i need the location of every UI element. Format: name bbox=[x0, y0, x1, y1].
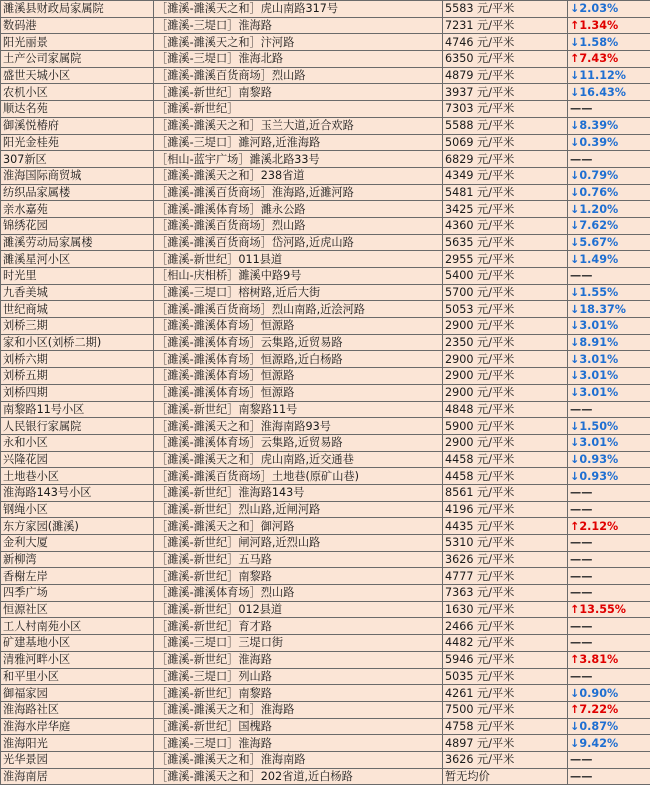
price-cell: 5310 元/平米 bbox=[443, 535, 568, 552]
community-name-cell: 工人村南苑小区 bbox=[1, 618, 154, 635]
price-cell: 3626 元/平米 bbox=[443, 751, 568, 768]
price-table-body bbox=[1, 1, 650, 785]
table-row bbox=[1, 651, 650, 668]
change-cell: —— bbox=[568, 501, 650, 518]
price-cell: 4879 元/平米 bbox=[443, 67, 568, 84]
change-cell: ↓11.12% bbox=[568, 67, 650, 84]
change-cell: —— bbox=[568, 668, 650, 685]
community-name-cell: 刘桥四期 bbox=[1, 384, 154, 401]
change-cell: ↓18.37% bbox=[568, 301, 650, 318]
price-cell: 4196 元/平米 bbox=[443, 501, 568, 518]
community-name-cell: 永和小区 bbox=[1, 434, 154, 451]
change-cell: ↓1.50% bbox=[568, 418, 650, 435]
location-cell: ［濉溪-新世纪］南黎路 bbox=[154, 568, 443, 585]
location-cell: ［濉溪-濉溪百货商场］土地巷(原矿山巷) bbox=[154, 468, 443, 485]
location-cell: ［濉溪-三堤口］三堤口街 bbox=[154, 635, 443, 652]
community-name-cell: 清雅河畔小区 bbox=[1, 651, 154, 668]
change-cell: ↓0.93% bbox=[568, 451, 650, 468]
table-row bbox=[1, 84, 650, 101]
change-cell: —— bbox=[568, 268, 650, 285]
table-row bbox=[1, 768, 650, 785]
location-cell: ［相山-蓝宇广场］濉溪北路33号 bbox=[154, 151, 443, 168]
community-name-cell: 刘桥六期 bbox=[1, 351, 154, 368]
location-cell: ［濉溪-濉溪天之和］御河路 bbox=[154, 518, 443, 535]
location-cell: ［濉溪-三堤口］列山路 bbox=[154, 668, 443, 685]
change-cell: —— bbox=[568, 484, 650, 501]
price-cell: 2900 元/平米 bbox=[443, 351, 568, 368]
location-cell: ［濉溪-新世纪］南黎路11号 bbox=[154, 401, 443, 418]
change-cell: —— bbox=[568, 551, 650, 568]
community-name-cell: 濉溪星河小区 bbox=[1, 251, 154, 268]
price-cell: 8561 元/平米 bbox=[443, 484, 568, 501]
community-name-cell: 土地巷小区 bbox=[1, 468, 154, 485]
change-cell: —— bbox=[568, 635, 650, 652]
change-cell: ↓0.93% bbox=[568, 468, 650, 485]
price-cell: 5588 元/平米 bbox=[443, 117, 568, 134]
table-row bbox=[1, 217, 650, 234]
location-cell: ［濉溪-濉溪百货商场］淮海路,近濉河路 bbox=[154, 184, 443, 201]
location-cell: ［濉溪-濉溪百货商场］烈山路 bbox=[154, 67, 443, 84]
community-name-cell: 亲水嘉苑 bbox=[1, 201, 154, 218]
price-cell: 2900 元/平米 bbox=[443, 434, 568, 451]
price-cell: 4458 元/平米 bbox=[443, 468, 568, 485]
location-cell: ［濉溪-濉溪天之和］238省道 bbox=[154, 167, 443, 184]
change-cell: ↓16.43% bbox=[568, 84, 650, 101]
change-cell: ↓5.67% bbox=[568, 234, 650, 251]
change-cell: —— bbox=[568, 101, 650, 118]
location-cell: ［濉溪-三堤口］淮海路 bbox=[154, 735, 443, 752]
location-cell: ［濉溪-三堤口］淮海路 bbox=[154, 17, 443, 34]
table-row bbox=[1, 368, 650, 385]
location-cell: ［濉溪-新世纪］南黎路 bbox=[154, 84, 443, 101]
price-cell: 2900 元/平米 bbox=[443, 384, 568, 401]
price-cell: 4261 元/平米 bbox=[443, 685, 568, 702]
table-row bbox=[1, 551, 650, 568]
table-row bbox=[1, 251, 650, 268]
table-row bbox=[1, 34, 650, 51]
price-cell: 7303 元/平米 bbox=[443, 101, 568, 118]
community-name-cell: 南黎路11号小区 bbox=[1, 401, 154, 418]
price-cell: 3626 元/平米 bbox=[443, 551, 568, 568]
price-cell: 3425 元/平米 bbox=[443, 201, 568, 218]
community-name-cell: 四季广场 bbox=[1, 585, 154, 602]
change-cell: ↑7.43% bbox=[568, 51, 650, 68]
location-cell: ［濉溪-濉溪天之和］汴河路 bbox=[154, 34, 443, 51]
price-cell: 4349 元/平米 bbox=[443, 167, 568, 184]
change-cell: ↓0.79% bbox=[568, 167, 650, 184]
price-cell: 5946 元/平米 bbox=[443, 651, 568, 668]
table-row bbox=[1, 751, 650, 768]
table-row bbox=[1, 301, 650, 318]
location-cell: ［濉溪-三堤口］濉河路,近淮海路 bbox=[154, 134, 443, 151]
table-row bbox=[1, 17, 650, 34]
community-name-cell: 御福家园 bbox=[1, 685, 154, 702]
price-cell: 4758 元/平米 bbox=[443, 718, 568, 735]
location-cell: ［濉溪-濉溪体育场］云集路,近贸易路 bbox=[154, 334, 443, 351]
location-cell: ［濉溪-新世纪］南黎路 bbox=[154, 685, 443, 702]
change-cell: —— bbox=[568, 401, 650, 418]
community-name-cell: 家和小区(刘桥二期) bbox=[1, 334, 154, 351]
community-name-cell: 钢绳小区 bbox=[1, 501, 154, 518]
location-cell: ［濉溪-濉溪天之和］淮海路 bbox=[154, 701, 443, 718]
community-name-cell: 淮海国际商贸城 bbox=[1, 167, 154, 184]
change-cell: —— bbox=[568, 768, 650, 785]
table-row bbox=[1, 685, 650, 702]
price-cell: 2350 元/平米 bbox=[443, 334, 568, 351]
table-row bbox=[1, 284, 650, 301]
location-cell: ［濉溪-濉溪天之和］玉兰大道,近合欢路 bbox=[154, 117, 443, 134]
community-name-cell: 淮海路社区 bbox=[1, 701, 154, 718]
location-cell: ［濉溪-濉溪天之和］虎山南路,近交通巷 bbox=[154, 451, 443, 468]
price-cell: 4482 元/平米 bbox=[443, 635, 568, 652]
change-cell: ↓3.01% bbox=[568, 318, 650, 335]
location-cell: ［濉溪-濉溪体育场］恒源路 bbox=[154, 384, 443, 401]
location-cell: ［濉溪-三堤口］淮海北路 bbox=[154, 51, 443, 68]
change-cell: ↓3.01% bbox=[568, 368, 650, 385]
community-name-cell: 人民银行家属院 bbox=[1, 418, 154, 435]
community-name-cell: 刘桥三期 bbox=[1, 318, 154, 335]
table-row bbox=[1, 618, 650, 635]
location-cell: ［濉溪-新世纪］五马路 bbox=[154, 551, 443, 568]
location-cell: ［濉溪-濉溪体育场］濉永公路 bbox=[154, 201, 443, 218]
table-row bbox=[1, 468, 650, 485]
table-row bbox=[1, 1, 650, 18]
community-name-cell: 世纪商城 bbox=[1, 301, 154, 318]
community-name-cell: 金利大厦 bbox=[1, 535, 154, 552]
table-row bbox=[1, 167, 650, 184]
location-cell: ［濉溪-新世纪］闸河路,近烈山路 bbox=[154, 535, 443, 552]
price-cell: 4435 元/平米 bbox=[443, 518, 568, 535]
location-cell: ［濉溪-新世纪］育才路 bbox=[154, 618, 443, 635]
change-cell: ↓3.01% bbox=[568, 351, 650, 368]
location-cell: ［濉溪-新世纪］淮海路143号 bbox=[154, 484, 443, 501]
community-name-cell: 濉溪劳动局家属楼 bbox=[1, 234, 154, 251]
community-name-cell: 淮海阳光 bbox=[1, 735, 154, 752]
table-row bbox=[1, 51, 650, 68]
table-row bbox=[1, 318, 650, 335]
price-cell: 7363 元/平米 bbox=[443, 585, 568, 602]
price-cell: 4458 元/平米 bbox=[443, 451, 568, 468]
price-cell: 2900 元/平米 bbox=[443, 368, 568, 385]
table-row bbox=[1, 701, 650, 718]
location-cell: ［濉溪-濉溪百货商场］烈山路 bbox=[154, 217, 443, 234]
price-cell: 6829 元/平米 bbox=[443, 151, 568, 168]
price-cell: 4897 元/平米 bbox=[443, 735, 568, 752]
change-cell: ↓1.49% bbox=[568, 251, 650, 268]
location-cell: ［濉溪-濉溪百货商场］岱河路,近虎山路 bbox=[154, 234, 443, 251]
price-cell: 5900 元/平米 bbox=[443, 418, 568, 435]
price-cell: 5481 元/平米 bbox=[443, 184, 568, 201]
table-row bbox=[1, 268, 650, 285]
community-name-cell: 盛世天城小区 bbox=[1, 67, 154, 84]
community-name-cell: 矿建基地小区 bbox=[1, 635, 154, 652]
table-row bbox=[1, 501, 650, 518]
change-cell: ↓0.90% bbox=[568, 685, 650, 702]
community-name-cell: 东方家园(濉溪) bbox=[1, 518, 154, 535]
community-name-cell: 和平里小区 bbox=[1, 668, 154, 685]
table-row bbox=[1, 334, 650, 351]
table-row bbox=[1, 151, 650, 168]
table-row bbox=[1, 201, 650, 218]
price-cell: 5400 元/平米 bbox=[443, 268, 568, 285]
location-cell: ［濉溪-濉溪百货商场］烈山南路,近浍河路 bbox=[154, 301, 443, 318]
change-cell: ↑7.22% bbox=[568, 701, 650, 718]
table-row bbox=[1, 451, 650, 468]
change-cell: ↓8.39% bbox=[568, 117, 650, 134]
change-cell: —— bbox=[568, 751, 650, 768]
table-row bbox=[1, 401, 650, 418]
price-cell: 2466 元/平米 bbox=[443, 618, 568, 635]
location-cell: ［濉溪-濉溪体育场］云集路,近贸易路 bbox=[154, 434, 443, 451]
location-cell: ［濉溪-新世纪］国槐路 bbox=[154, 718, 443, 735]
price-cell: 5635 元/平米 bbox=[443, 234, 568, 251]
community-name-cell: 刘桥五期 bbox=[1, 368, 154, 385]
change-cell: ↑2.12% bbox=[568, 518, 650, 535]
price-cell: 4360 元/平米 bbox=[443, 217, 568, 234]
location-cell: ［濉溪-新世纪］012县道 bbox=[154, 601, 443, 618]
location-cell: ［濉溪-三堤口］榕树路,近后大街 bbox=[154, 284, 443, 301]
change-cell: ↓0.76% bbox=[568, 184, 650, 201]
community-name-cell: 恒源社区 bbox=[1, 601, 154, 618]
location-cell: ［濉溪-新世纪］烈山路,近闸河路 bbox=[154, 501, 443, 518]
price-cell: 5583 元/平米 bbox=[443, 1, 568, 18]
table-row bbox=[1, 718, 650, 735]
community-name-cell: 阳光丽景 bbox=[1, 34, 154, 51]
location-cell: ［濉溪-濉溪天之和］淮海南路93号 bbox=[154, 418, 443, 435]
change-cell: —— bbox=[568, 151, 650, 168]
location-cell: ［濉溪-濉溪天之和］202省道,近白杨路 bbox=[154, 768, 443, 785]
community-name-cell: 淮海南居 bbox=[1, 768, 154, 785]
change-cell: ↑3.81% bbox=[568, 651, 650, 668]
change-cell: ↓2.03% bbox=[568, 1, 650, 18]
location-cell: ［濉溪-新世纪］淮海路 bbox=[154, 651, 443, 668]
community-name-cell: 九香美城 bbox=[1, 284, 154, 301]
table-row bbox=[1, 518, 650, 535]
community-name-cell: 光华景园 bbox=[1, 751, 154, 768]
location-cell: ［濉溪-新世纪］011县道 bbox=[154, 251, 443, 268]
price-cell: 6350 元/平米 bbox=[443, 51, 568, 68]
community-name-cell: 土产公司家属院 bbox=[1, 51, 154, 68]
change-cell: ↓8.91% bbox=[568, 334, 650, 351]
location-cell: ［濉溪-濉溪体育场］恒源路 bbox=[154, 368, 443, 385]
table-row bbox=[1, 351, 650, 368]
price-cell: 暂无均价 bbox=[443, 768, 568, 785]
table-row bbox=[1, 384, 650, 401]
price-cell: 3937 元/平米 bbox=[443, 84, 568, 101]
table-row bbox=[1, 568, 650, 585]
change-cell: ↓1.55% bbox=[568, 284, 650, 301]
change-cell: —— bbox=[568, 618, 650, 635]
table-row bbox=[1, 535, 650, 552]
community-name-cell: 新柳湾 bbox=[1, 551, 154, 568]
community-name-cell: 淮海水岸华庭 bbox=[1, 718, 154, 735]
community-name-cell: 兴隆花园 bbox=[1, 451, 154, 468]
price-cell: 4777 元/平米 bbox=[443, 568, 568, 585]
price-cell: 5053 元/平米 bbox=[443, 301, 568, 318]
table-row bbox=[1, 101, 650, 118]
community-name-cell: 濉溪县财政局家属院 bbox=[1, 1, 154, 18]
change-cell: ↓0.39% bbox=[568, 134, 650, 151]
price-cell: 5069 元/平米 bbox=[443, 134, 568, 151]
community-name-cell: 数码港 bbox=[1, 17, 154, 34]
price-cell: 2900 元/平米 bbox=[443, 318, 568, 335]
location-cell: ［濉溪-濉溪体育场］烈山路 bbox=[154, 585, 443, 602]
location-cell: ［濉溪-濉溪天之和］虎山南路317号 bbox=[154, 1, 443, 18]
community-name-cell: 锦绣花园 bbox=[1, 217, 154, 234]
price-cell: 4848 元/平米 bbox=[443, 401, 568, 418]
community-name-cell: 阳光金桂苑 bbox=[1, 134, 154, 151]
table-row bbox=[1, 67, 650, 84]
change-cell: ↓1.20% bbox=[568, 201, 650, 218]
change-cell: ↓1.58% bbox=[568, 34, 650, 51]
price-cell: 5035 元/平米 bbox=[443, 668, 568, 685]
table-row bbox=[1, 134, 650, 151]
community-name-cell: 淮海路143号小区 bbox=[1, 484, 154, 501]
table-row bbox=[1, 117, 650, 134]
change-cell: ↓0.87% bbox=[568, 718, 650, 735]
change-cell: ↑1.34% bbox=[568, 17, 650, 34]
table-row bbox=[1, 635, 650, 652]
table-row bbox=[1, 735, 650, 752]
table-row bbox=[1, 184, 650, 201]
change-cell: ↓3.01% bbox=[568, 434, 650, 451]
change-cell: —— bbox=[568, 585, 650, 602]
change-cell: ↑13.55% bbox=[568, 601, 650, 618]
price-cell: 2955 元/平米 bbox=[443, 251, 568, 268]
table-row bbox=[1, 418, 650, 435]
community-name-cell: 农机小区 bbox=[1, 84, 154, 101]
location-cell: ［相山-庆相桥］濉溪中路9号 bbox=[154, 268, 443, 285]
price-cell: 1630 元/平米 bbox=[443, 601, 568, 618]
change-cell: ↓7.62% bbox=[568, 217, 650, 234]
change-cell: ↓9.42% bbox=[568, 735, 650, 752]
table-row bbox=[1, 585, 650, 602]
price-cell: 5700 元/平米 bbox=[443, 284, 568, 301]
community-name-cell: 时光里 bbox=[1, 268, 154, 285]
community-name-cell: 纺织品家属楼 bbox=[1, 184, 154, 201]
location-cell: ［濉溪-濉溪体育场］恒源路,近白杨路 bbox=[154, 351, 443, 368]
table-row bbox=[1, 434, 650, 451]
community-name-cell: 307新区 bbox=[1, 151, 154, 168]
table-row bbox=[1, 234, 650, 251]
community-name-cell: 香榭左岸 bbox=[1, 568, 154, 585]
community-name-cell: 御溪悦椿府 bbox=[1, 117, 154, 134]
change-cell: —— bbox=[568, 535, 650, 552]
price-cell: 4746 元/平米 bbox=[443, 34, 568, 51]
table-row bbox=[1, 484, 650, 501]
table-row bbox=[1, 601, 650, 618]
change-cell: ↓3.01% bbox=[568, 384, 650, 401]
change-cell: —— bbox=[568, 568, 650, 585]
location-cell: ［濉溪-濉溪体育场］恒源路 bbox=[154, 318, 443, 335]
table-row bbox=[1, 668, 650, 685]
price-cell: 7500 元/平米 bbox=[443, 701, 568, 718]
community-name-cell: 顺达名苑 bbox=[1, 101, 154, 118]
price-cell: 7231 元/平米 bbox=[443, 17, 568, 34]
location-cell: ［濉溪-濉溪天之和］淮海南路 bbox=[154, 751, 443, 768]
location-cell: ［濉溪-新世纪］ bbox=[154, 101, 443, 118]
